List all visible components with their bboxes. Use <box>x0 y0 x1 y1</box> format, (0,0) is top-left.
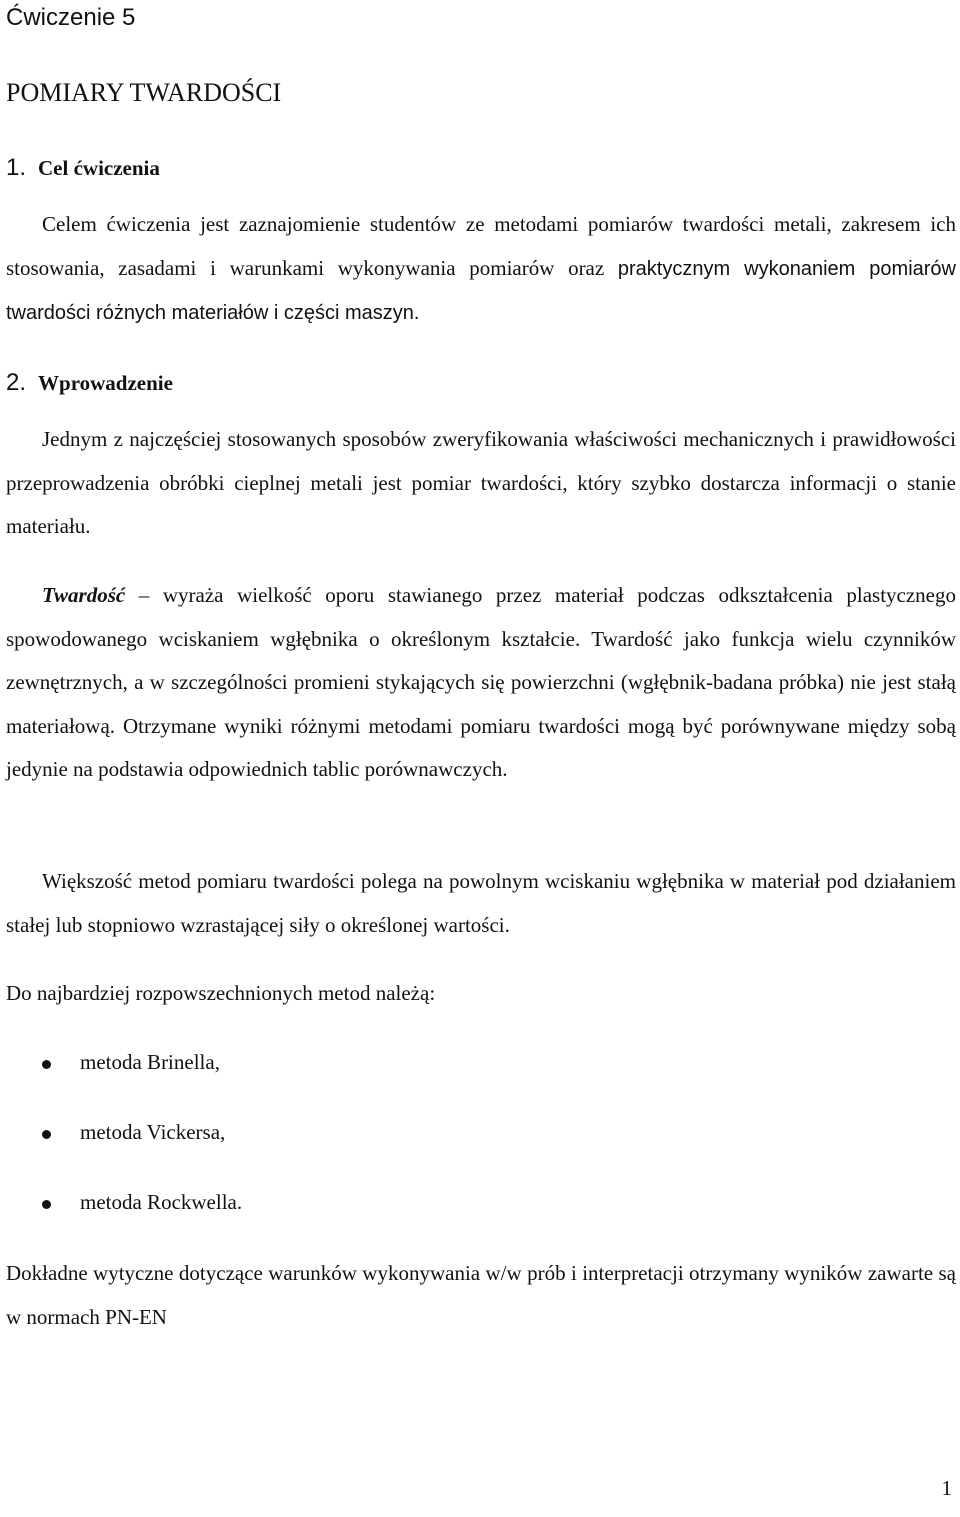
section-2-title: Wprowadzenie <box>38 371 173 395</box>
exercise-title: Ćwiczenie 5 <box>6 4 136 31</box>
bullet-icon <box>42 1200 51 1209</box>
closing-paragraph: Dokładne wytyczne dotyczące warunków wykonywania w/w prób i interpretacji otrzymany wyników zawarte są w normach PN-EN <box>6 1261 956 1329</box>
definition-paragraph <box>6 574 956 792</box>
section-2-intro-line-2: twardości, który szybko dostarcza informacji o stanie materiału. <box>6 470 956 538</box>
section-1-paragraph-line-2: praktycznym wykonaniem pomiarów twardości różnych materiałów i części maszyn. <box>6 257 956 324</box>
main-title: POMIARY TWARDOŚCI <box>6 78 282 107</box>
section-2-intro-paragraph <box>6 418 956 549</box>
section-1-heading <box>6 154 160 182</box>
methods-intro: Do najbardziej rozpowszechnionych metod należą: <box>6 981 436 1005</box>
section-2-heading <box>6 369 173 397</box>
section-1-paragraph <box>6 203 956 336</box>
list-item-text: metoda Vickersa, <box>80 1120 226 1144</box>
section-1-title: Cel ćwiczenia <box>38 156 160 180</box>
section-2-number: 2. <box>6 369 27 396</box>
bullet-icon <box>42 1130 51 1139</box>
majority-paragraph: Większość metod pomiaru twardości polega na powolnym wciskaniu wgłębnika w materiał pod działaniem stałej lub stopniowo wzrastającej siły o określonej wartości. <box>6 869 956 937</box>
page-number: 1 <box>941 1476 952 1500</box>
list-item-text: metoda Brinella, <box>80 1050 220 1074</box>
definition-text: – wyraża wielkość oporu stawianego przez materiał podczas odkształcenia plastycznego spowodowanego wciskaniem wgłębnika o określonym kształcie. Twardość jako funkcja wielu czynników zewnętrznych, a w szczególności promieni stykających się powierzchni (wgłębnik-badana próbka) nie jest stałą materiałową. Otrzymane wyniki różnymi metodami pomiaru twardości mogą być porównywane między sobą jedynie na podstawia odpowiednich tablic porównawczych. <box>6 583 956 781</box>
bullet-icon <box>42 1060 51 1069</box>
section-2-intro-line-1: Jednym z najczęściej stosowanych sposobów zweryfikowania właściwości mechanicznych i prawidłowości przeprowadzenia obróbki cieplnej metali jest pomiar <box>6 427 956 495</box>
section-1-paragraph-line-1: Celem ćwiczenia jest zaznajomienie studentów ze metodami pomiarów twardości metali, zakresem ich stosowania, zasadami i warunkami wykonywania pomiarów oraz <box>6 212 956 280</box>
list-item-text: metoda Rockwella. <box>80 1190 243 1214</box>
section-1-number: 1. <box>6 154 27 181</box>
definition-term: Twardość <box>42 583 126 607</box>
